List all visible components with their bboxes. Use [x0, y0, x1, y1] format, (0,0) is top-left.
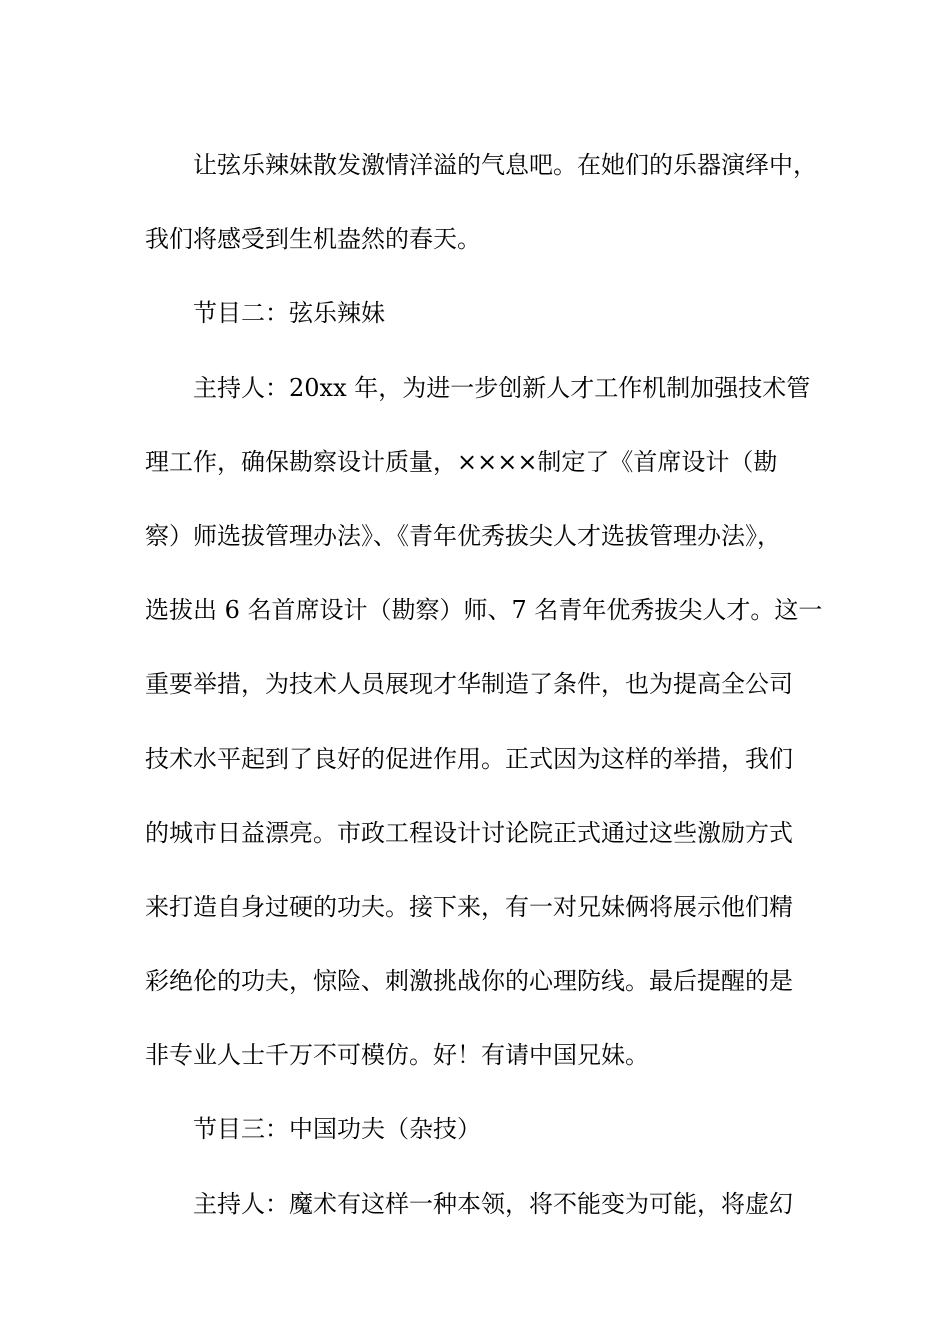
paragraph-line: 的城市日益漂亮。市政工程设计讨论院正式通过这些激励方式 [145, 818, 793, 847]
paragraph-line: 主持人：20xx 年，为进一步创新人才工作机制加强技术管 [193, 373, 811, 402]
paragraph-line: 来打造自身过硬的功夫。接下来，有一对兄妹俩将展示他们精 [145, 892, 793, 921]
paragraph-line: 重要举措，为技术人员展现才华制造了条件，也为提高全公司 [145, 670, 793, 699]
paragraph-line: 选拔出 6 名首席设计（勘察）师、7 名青年优秀拔尖人才。这一 [145, 596, 823, 625]
document-body [145, 128, 825, 1241]
paragraph-line: 主持人：魔术有这样一种本领，将不能变为可能，将虚幻 [193, 1189, 793, 1218]
paragraph-line: 彩绝伦的功夫，惊险、刺激挑战你的心理防线。最后提醒的是 [145, 967, 793, 996]
paragraph-line: 让弦乐辣妹散发激情洋溢的气息吧。在她们的乐器演绎中， [193, 151, 817, 179]
paragraph-line: 我们将感受到生机盎然的春天。 [145, 225, 481, 254]
program-heading: 节目三：中国功夫（杂技） [193, 1115, 481, 1144]
paragraph-line: 非专业人士千万不可模仿。好！有请中国兄妹。 [145, 1041, 649, 1070]
paragraph-line: 理工作，确保勘察设计质量，××××制定了《首席设计（勘 [145, 447, 778, 476]
program-heading: 节目二：弦乐辣妹 [193, 299, 385, 328]
paragraph-line: 技术水平起到了良好的促进作用。正式因为这样的举措，我们 [145, 744, 793, 773]
paragraph-line: 察）师选拔管理办法》、《青年优秀拔尖人才选拔管理办法》， [145, 521, 781, 550]
